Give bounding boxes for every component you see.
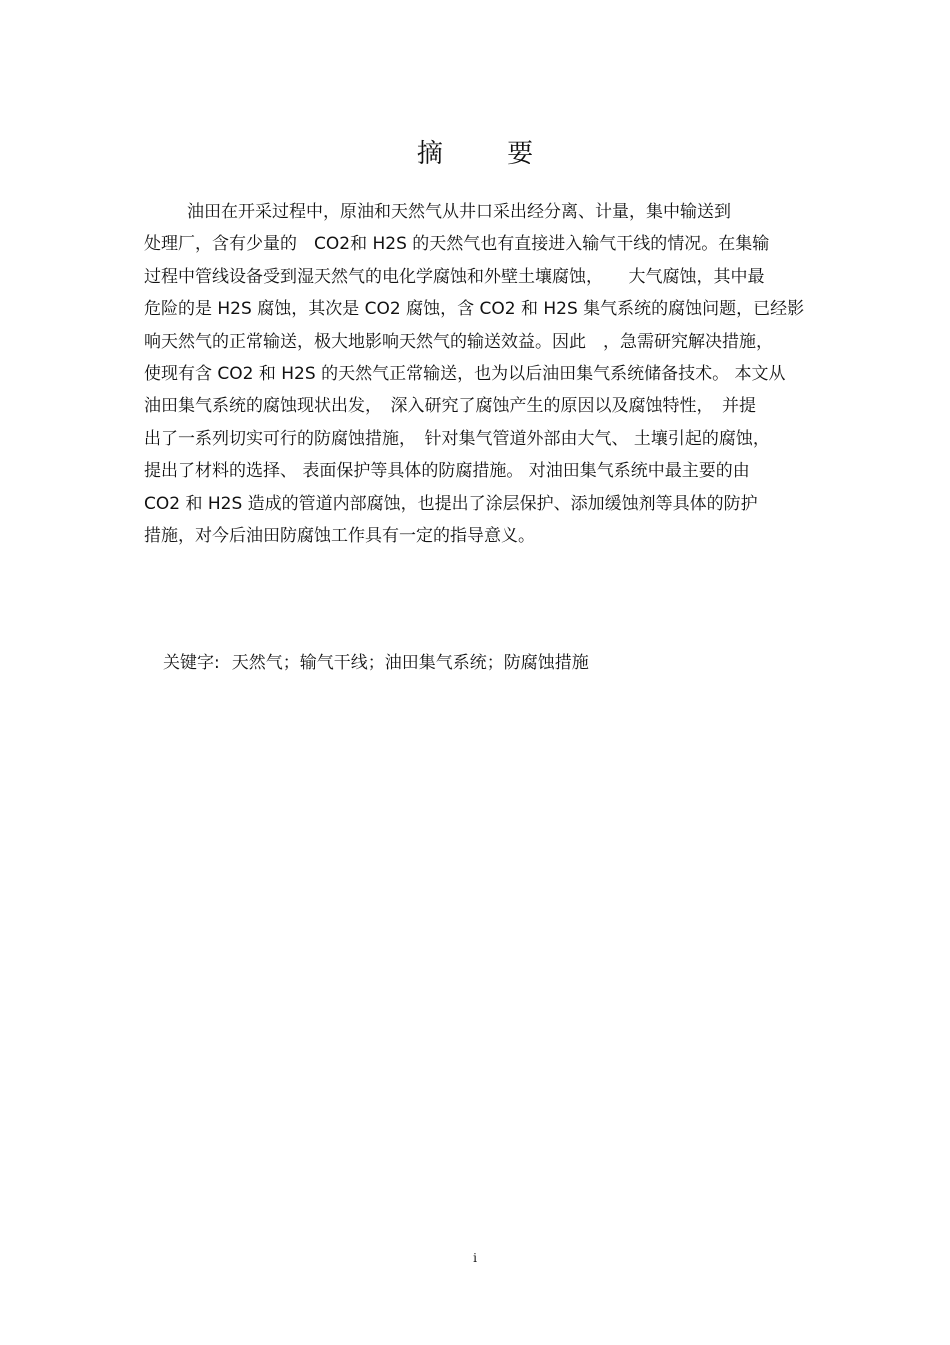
- abstract-line: 措施，对今后油田防腐蚀工作具有一定的指导意义。: [144, 525, 535, 546]
- abstract-line: 提出了材料的选择、 表面保护等具体的防腐措施。 对油田集气系统中最主要的由: [144, 461, 750, 482]
- keywords-line: [163, 647, 589, 679]
- abstract-line: CO2 和 H2S 造成的管道内部腐蚀，也提出了涂层保护、添加缓蚀剂等具体的防护: [144, 493, 758, 514]
- page-number: i: [473, 1251, 477, 1265]
- abstract-line: 使现有含 CO2 和 H2S 的天然气正常输送，也为以后油田集气系统储备技术。 本文从: [144, 363, 786, 384]
- abstract-line: 油田在开采过程中，原油和天然气从井口采出经分离、计量，集中输送到: [187, 202, 731, 222]
- keywords-label: 关键字:: [163, 653, 220, 673]
- abstract-line: 响天然气的正常输送，极大地影响天然气的输送效益。因此 ，急需研究解决措施，: [144, 331, 773, 352]
- abstract-line: 处理厂，含有少量的 CO2和 H2S 的天然气也有直接进入输气干线的情况。在集输: [144, 234, 770, 255]
- abstract-line: 出了一系列切实可行的防腐蚀措施， 针对集气管道外部由大气、 土壤引起的腐蚀，: [144, 428, 770, 449]
- abstract-line: 过程中管线设备受到湿天然气的电化学腐蚀和外壁土壤腐蚀， 大气腐蚀，其中最: [144, 266, 765, 287]
- page-title: 摘 要: [416, 139, 562, 169]
- keywords-list: 天然气；输气干线；油田集气系统；防腐蚀措施: [231, 653, 589, 673]
- abstract-body: [144, 196, 808, 552]
- abstract-line: 油田集气系统的腐蚀现状出发， 深入研究了腐蚀产生的原因以及腐蚀特性， 并提: [144, 396, 756, 417]
- abstract-line: 危险的是 H2S 腐蚀，其次是 CO2 腐蚀，含 CO2 和 H2S 集气系统的腐蚀问题，已经影: [144, 299, 805, 320]
